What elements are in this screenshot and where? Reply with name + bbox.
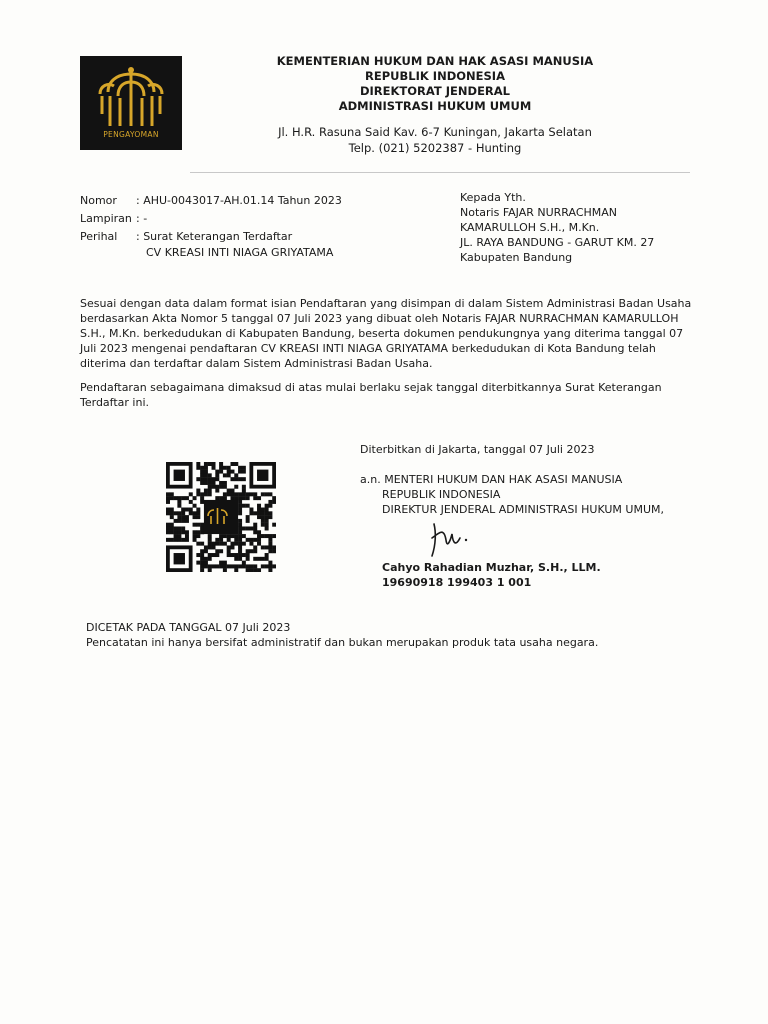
- lampiran-value: : -: [136, 212, 148, 225]
- lampiran-label: Lampiran: [80, 212, 132, 225]
- printed-date: DICETAK PADA TANGGAL 07 Juli 2023: [86, 621, 291, 634]
- addressee-region: Kabupaten Bandung: [460, 251, 573, 264]
- addressee-street: JL. RAYA BANDUNG - GARUT KM. 27: [460, 236, 655, 249]
- print-footer: [86, 620, 598, 650]
- letter-meta: [80, 193, 342, 261]
- addressee-block: [460, 190, 654, 265]
- directorate-label: DIREKTORAT JENDERAL: [359, 84, 511, 98]
- nomor-row: [80, 193, 342, 209]
- letterhead: [200, 54, 670, 156]
- office-address: Jl. H.R. Rasuna Said Kav. 6-7 Kuningan, Jakarta Selatan: [278, 125, 592, 139]
- country-name: REPUBLIK INDONESIA: [365, 69, 505, 83]
- lampiran-row: [80, 211, 342, 227]
- qr-code: [166, 462, 276, 572]
- handwritten-signature-icon: [426, 518, 476, 560]
- logo-caption: PENGAYOMAN: [103, 130, 159, 139]
- addressee-salutation: Kepada Yth.: [460, 191, 526, 204]
- signatory-name-block: [382, 560, 601, 590]
- signatory-name: Cahyo Rahadian Muzhar, S.H., LLM.: [382, 561, 601, 574]
- signatory-block: [360, 472, 664, 517]
- directorate-name: ADMINISTRASI HUKUM UMUM: [338, 99, 532, 113]
- perihal-value: : Surat Keterangan Terdaftar: [136, 230, 293, 243]
- addressee-notary: Notaris FAJAR NURRACHMAN: [460, 206, 618, 219]
- signatory-position: DIREKTUR JENDERAL ADMINISTRASI HUKUM UMUM,: [382, 503, 664, 516]
- perihal-row: [80, 229, 342, 245]
- nomor-label: Nomor: [80, 194, 117, 207]
- body-paragraph-2: Pendaftaran sebagaimana dimaksud di atas mulai berlaku sejak tanggal diterbitkannya Surat Keterangan Terdaftar ini.: [80, 381, 662, 409]
- addressee-notary-title: KAMARULLOH S.H., M.Kn.: [460, 221, 600, 234]
- signatory-on-behalf: a.n. MENTERI HUKUM DAN HAK ASASI MANUSIA: [360, 473, 623, 486]
- ministry-name: KEMENTERIAN HUKUM DAN HAK ASASI MANUSIA: [276, 54, 594, 68]
- perihal-label: Perihal: [80, 230, 118, 243]
- office-phone: Telp. (021) 5202387 - Hunting: [348, 141, 522, 155]
- issued-statement: Diterbitkan di Jakarta, tanggal 07 Juli 2023: [360, 443, 595, 456]
- qr-code-icon: [166, 462, 276, 572]
- signatory-nip: 19690918 199403 1 001: [382, 576, 532, 589]
- pengayoman-logo: [80, 56, 182, 150]
- disclaimer-note: Pencatatan ini hanya bersifat administratif dan bukan merupakan produk tata usaha negara.: [86, 636, 599, 649]
- signatory-country: REPUBLIK INDONESIA: [382, 488, 501, 501]
- body-paragraph-1: Sesuai dengan data dalam format isian Pendaftaran yang disimpan di dalam Sistem Administrasi Badan Usaha berdasarkan Akta Nomor 5 tanggal 07 Juli 2023 yang dibuat oleh Notaris FAJAR NURRACHMAN KAMARULLOH S.H., M.Kn. berkedudukan di Kabupaten Bandung, beserta dokumen pendukungnya yang diterima tanggal 07 Juli 2023 mengenai pendaftaran CV KREASI INTI NIAGA GRIYATAMA berkedudukan di Kota Bandung telah diterima dan terdaftar dalam Sistem Administrasi Badan Usaha.: [80, 297, 692, 370]
- nomor-value: : AHU-0043017-AH.01.14 Tahun 2023: [136, 194, 342, 207]
- perihal-company: CV KREASI INTI NIAGA GRIYATAMA: [146, 246, 334, 259]
- header-divider: [190, 172, 690, 173]
